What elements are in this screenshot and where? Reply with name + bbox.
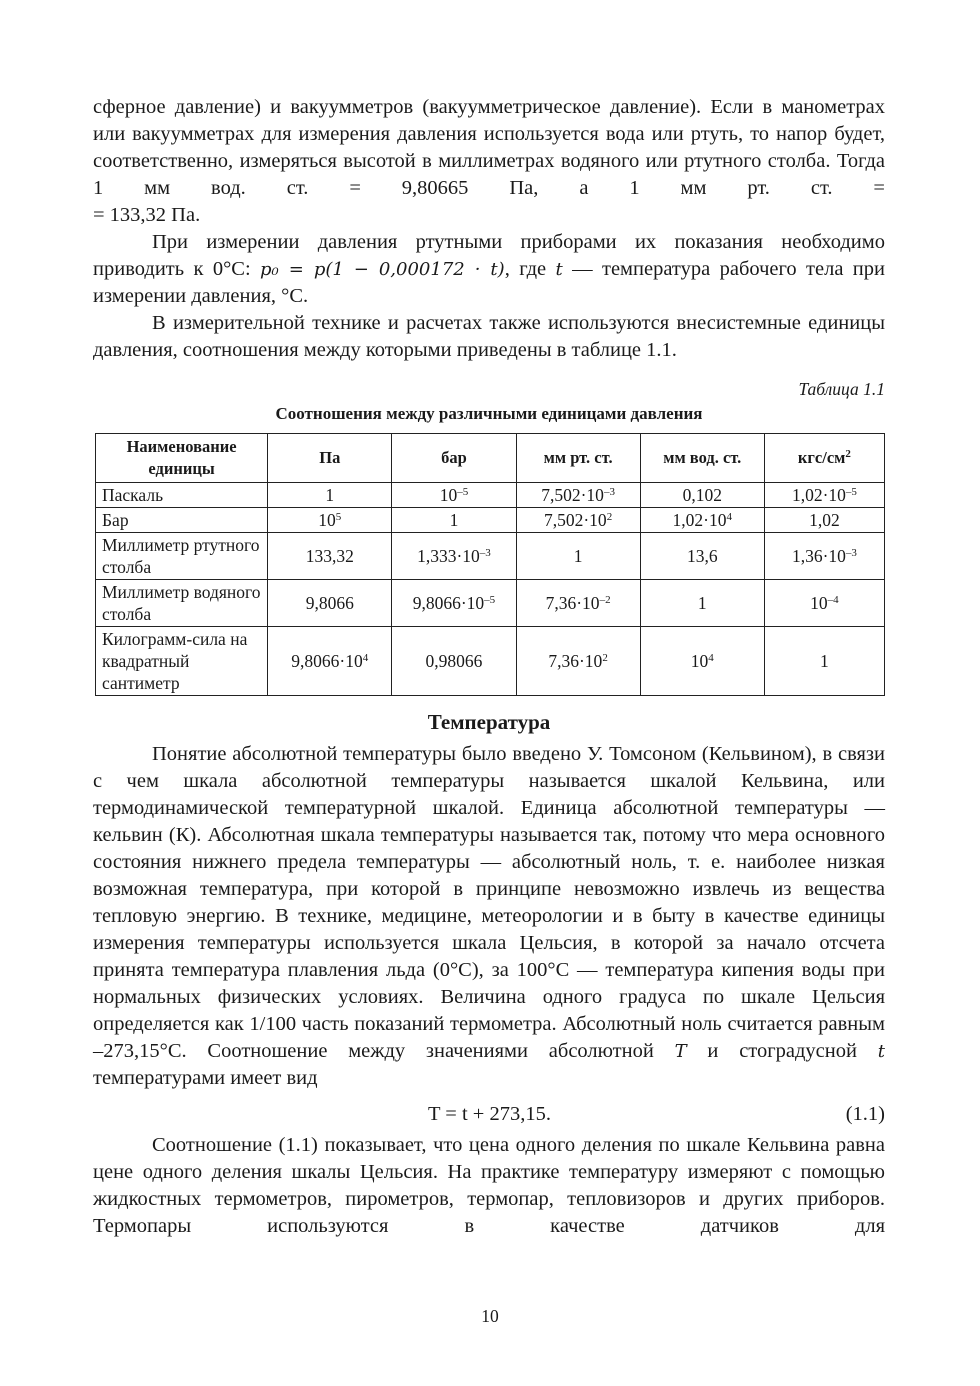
table-header-row [96, 434, 885, 483]
cell-mmhg [516, 508, 640, 533]
pressure-units-table [95, 433, 885, 696]
cell-base: 7,36·10 [545, 593, 600, 613]
cell-mmh2o [640, 627, 764, 696]
table-row [96, 627, 885, 696]
cell-kgf: 1,02 [764, 508, 884, 533]
table-row [96, 483, 885, 508]
cell-exponent: –5 [484, 594, 496, 606]
header-mmhg: мм рт. ст. [516, 434, 640, 483]
paragraph-text: При измерении давления ртутными приборами их показания необходимо приводить к 0°С: [93, 231, 885, 280]
cell-pa [268, 627, 392, 696]
cell-unit-name: Паскаль [96, 483, 268, 508]
cell-unit-name: Килограмм-сила на квадратный сантиметр [96, 627, 268, 696]
header-kgf-exponent: 2 [845, 448, 851, 460]
cell-bar: 0,98066 [392, 627, 516, 696]
formula-number: (1.1) [845, 1103, 885, 1125]
cell-pa: 133,32 [268, 533, 392, 580]
cell-kgf: 1 [764, 627, 884, 696]
cell-base: 7,502·10 [541, 485, 604, 505]
paragraph-text: В измерительной технике и расчетах также используются внесистемные единицы давления, соотношения между которыми приведены в таблице 1.1. [93, 312, 885, 361]
cell-bar: 1 [392, 508, 516, 533]
cell-bar [392, 580, 516, 627]
header-unit-name: Наименование единицы [96, 434, 268, 483]
cell-mmhg: 1 [516, 533, 640, 580]
cell-kgf [764, 580, 884, 627]
cell-bar [392, 483, 516, 508]
paragraph-text: Соотношение (1.1) показывает, что цена одного деления по шкале Кельвина равна цене одного деления шкалы Цельсия. На практике температуру измеряют с помощью жидкостных термометров, пирометров, термопар, тепловизоров и других приборов. Термопары используются в качестве датчиков для [93, 1134, 885, 1237]
cell-exponent: 2 [606, 511, 613, 523]
paragraph-text: = 133,32 Па. [93, 204, 201, 226]
cell-exponent: 4 [362, 652, 369, 664]
header-pa: Па [268, 434, 392, 483]
formula: T = t + 273,15. [428, 1103, 551, 1125]
header-mmh2o: мм вод. ст. [640, 434, 764, 483]
cell-kgf [764, 533, 884, 580]
cell-base: 10 [318, 510, 336, 530]
cell-exponent: 4 [726, 511, 732, 523]
cell-mmh2o: 13,6 [640, 533, 764, 580]
cell-mmhg [516, 580, 640, 627]
cell-base: 10 [439, 485, 458, 505]
paragraph-text: Понятие абсолютной температуры было введено У. Томсоном (Кельвином), в связи с чем шкала абсолютной температуры называется шкалой Кельвина, или термодинамической температурной шкалой. Единица абсолютной температуры — кельвин (К). Абсолютная шкала температуры называется так, потому что мера основного состояния нижнего предела температуры — абсолютный ноль, т. е. наиболее низкая возможная температура, при которой в принципе невозможно извлечь из вещества тепловую энергию. В технике, медицине, метеорологии и в быту в качестве единицы измерения температуры используется шкала Цельсия, в которой за начало отсчета принята температура плавления льда (0°С), за 100°С — температура кипения воды при нормальных физических условиях. Величина одного градуса по шкале Цельсия определяется как 1/100 часть показаний термометра. Абсолютный ноль считается равным –273,15°С. Соотношение между значениями абсолютной [93, 743, 885, 1062]
cell-unit-name: Миллиметр ртутного столба [96, 533, 268, 580]
cell-exponent: 5 [335, 511, 342, 523]
paragraph-text: и стоградусной [686, 1040, 878, 1062]
formula-row [93, 1096, 885, 1132]
document-page [93, 94, 885, 1240]
cell-base: 7,36·10 [548, 651, 603, 671]
page-number: 10 [481, 1306, 499, 1326]
inline-formula: p₀ = p(1 − 0,000172 · t) [260, 259, 505, 280]
table-row [96, 508, 885, 533]
cell-exponent: 2 [602, 652, 608, 664]
paragraph-mercury-correction [93, 229, 885, 310]
paragraph-text: — температура рабочего тела при измерении давления, °С. [93, 258, 885, 307]
cell-base: 10 [810, 593, 828, 613]
cell-mmh2o: 0,102 [640, 483, 764, 508]
inline-variable: t [877, 1041, 885, 1062]
cell-exponent: –5 [457, 486, 469, 498]
cell-mmhg [516, 627, 640, 696]
cell-base: 1,333·10 [417, 546, 480, 566]
cell-base: 9,8066·10 [412, 593, 485, 613]
cell-mmhg [516, 483, 640, 508]
cell-base: 10 [690, 651, 709, 671]
cell-exponent: –3 [479, 547, 491, 559]
header-bar: бар [392, 434, 516, 483]
paragraph-absolute-temperature [93, 741, 885, 1092]
table-title: Соотношения между различными единицами давления [275, 404, 703, 423]
cell-exponent: –3 [603, 486, 615, 498]
paragraph-text: температурами имеет вид [93, 1067, 318, 1089]
inline-variable: t [555, 259, 563, 280]
cell-unit-name: Бар [96, 508, 268, 533]
paragraph-pressure-units [93, 94, 885, 202]
table-row [96, 580, 885, 627]
cell-exponent: –5 [845, 486, 857, 498]
cell-kgf [764, 483, 884, 508]
cell-bar [392, 533, 516, 580]
paragraph-kelvin-celsius [93, 1132, 885, 1240]
paragraph-text: , где [504, 258, 556, 280]
table-label: Таблица 1.1 [798, 379, 885, 399]
cell-base: 1,02·10 [672, 510, 727, 530]
header-kgf [764, 434, 884, 483]
cell-mmh2o [640, 508, 764, 533]
cell-exponent: –2 [599, 594, 611, 606]
cell-mmh2o: 1 [640, 580, 764, 627]
inline-variable: T [674, 1041, 687, 1062]
cell-pa [268, 508, 392, 533]
cell-base: 9,8066·10 [291, 651, 363, 671]
cell-base: 1,02·10 [791, 485, 846, 505]
cell-pa: 1 [268, 483, 392, 508]
table-row [96, 533, 885, 580]
section-title: Температура [427, 710, 551, 734]
cell-pa: 9,8066 [268, 580, 392, 627]
cell-exponent: –3 [845, 547, 857, 559]
cell-exponent: 4 [708, 652, 714, 664]
header-kgf-base: кгс/см [797, 448, 846, 467]
cell-exponent: –4 [827, 594, 839, 606]
cell-unit-name: Миллиметр водяного столба [96, 580, 268, 627]
paragraph-pressure-units-tail [93, 202, 885, 229]
paragraph-table-intro [93, 310, 885, 364]
paragraph-text: сферное давление) и вакуумметров (вакуумметрическое давление). Если в манометрах или вакуумметрах для измерения давления используется вода или ртуть, то напор будет, соответственно, измеряться высотой в миллиметрах водяного или ртутного столба. Тогда 1 мм вод. ст. = 9,80665 Па, а 1 мм рт. ст. = [93, 96, 885, 199]
cell-base: 7,502·10 [543, 510, 607, 530]
cell-base: 1,36·10 [791, 546, 846, 566]
